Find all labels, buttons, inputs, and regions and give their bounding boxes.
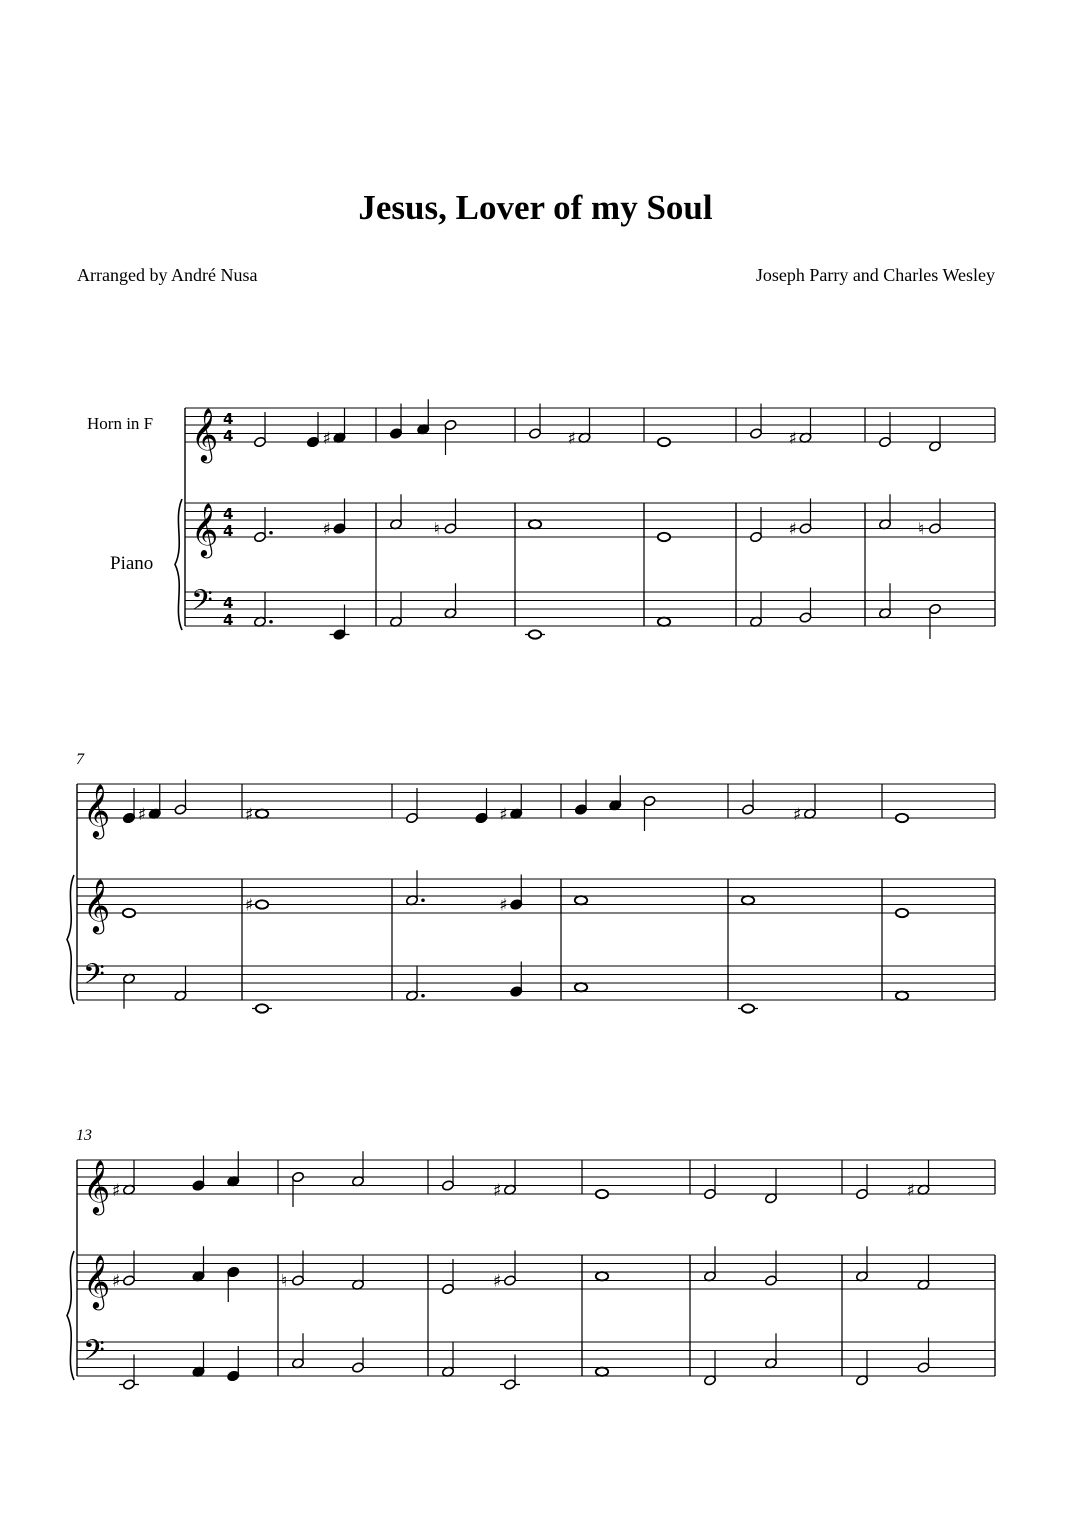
- piano_bass-note: [529, 630, 541, 638]
- dot: [421, 898, 425, 902]
- piano_treble-note: [256, 900, 268, 908]
- horn-note: [896, 814, 908, 822]
- piano_treble-note: [896, 909, 908, 917]
- treble-clef-icon: 𝄞: [191, 502, 219, 556]
- piano-brace-icon: [175, 499, 182, 630]
- accidental-sharp-icon: ♯: [567, 428, 576, 449]
- accidental-sharp-icon: ♯: [137, 804, 146, 825]
- accidental-sharp-icon: ♯: [906, 1180, 915, 1201]
- horn-note: [596, 1190, 608, 1198]
- measure-number: 13: [76, 1127, 92, 1144]
- accidental-sharp-icon: ♯: [245, 804, 254, 825]
- dot: [269, 620, 273, 624]
- accidental-natural-icon: ♮: [918, 519, 925, 540]
- bass-clef-icon: 𝄢: [83, 958, 105, 998]
- treble-clef-icon: 𝄞: [83, 1159, 111, 1213]
- piano_treble-note: [658, 533, 670, 541]
- treble-clef-icon: 𝄞: [83, 783, 111, 837]
- accidental-sharp-icon: ♯: [322, 428, 331, 449]
- piano_treble-note: [575, 896, 587, 904]
- time-sig-upper: 4: [223, 594, 234, 612]
- accidental-sharp-icon: ♯: [793, 804, 802, 825]
- piano_bass-note: [575, 983, 587, 991]
- accidental-natural-icon: ♮: [281, 1271, 288, 1292]
- accidental-sharp-icon: ♯: [499, 804, 508, 825]
- arranger-credit: Arranged by André Nusa: [77, 265, 258, 285]
- piano-brace-icon: [67, 1251, 74, 1380]
- time-sig-upper: 4: [223, 410, 234, 428]
- accidental-sharp-icon: ♯: [493, 1180, 502, 1201]
- treble-clef-icon: 𝄞: [83, 1254, 111, 1308]
- accidental-sharp-icon: ♯: [499, 895, 508, 916]
- time-sig-lower: 4: [223, 611, 234, 629]
- piano_treble-note: [742, 896, 754, 904]
- time-sig-lower: 4: [223, 522, 234, 540]
- piano_bass-note: [896, 992, 908, 1000]
- horn-instrument-label: Horn in F: [87, 414, 154, 433]
- piano-brace-icon: [67, 875, 74, 1004]
- piano_bass-note: [256, 1004, 268, 1012]
- accidental-sharp-icon: ♯: [112, 1271, 121, 1292]
- piano_bass-note: [596, 1368, 608, 1376]
- piano_treble-note: [123, 909, 135, 917]
- measure-number: 7: [76, 751, 84, 768]
- piano_bass-note: [658, 618, 670, 626]
- piano_treble-note: [596, 1272, 608, 1280]
- piano-instrument-label: Piano: [110, 553, 154, 574]
- accidental-natural-icon: ♮: [433, 519, 440, 540]
- composer-credit: Joseph Parry and Charles Wesley: [755, 265, 995, 285]
- time-sig-upper: 4: [223, 505, 234, 523]
- accidental-sharp-icon: ♯: [788, 428, 797, 449]
- accidental-sharp-icon: ♯: [245, 895, 254, 916]
- horn-note: [658, 438, 670, 446]
- bass-clef-icon: 𝄢: [191, 584, 213, 624]
- bass-clef-icon: 𝄢: [83, 1334, 105, 1374]
- accidental-sharp-icon: ♯: [493, 1271, 502, 1292]
- page-title: Jesus, Lover of my Soul: [358, 188, 713, 227]
- accidental-sharp-icon: ♯: [112, 1180, 121, 1201]
- horn-note: [256, 810, 268, 818]
- piano_treble-note: [529, 520, 541, 528]
- dot: [421, 994, 425, 998]
- accidental-sharp-icon: ♯: [322, 519, 331, 540]
- treble-clef-icon: 𝄞: [83, 878, 111, 932]
- treble-clef-icon: 𝄞: [191, 407, 219, 461]
- dot: [269, 531, 273, 535]
- accidental-sharp-icon: ♯: [788, 519, 797, 540]
- piano_bass-note: [742, 1004, 754, 1012]
- time-sig-lower: 4: [223, 427, 234, 445]
